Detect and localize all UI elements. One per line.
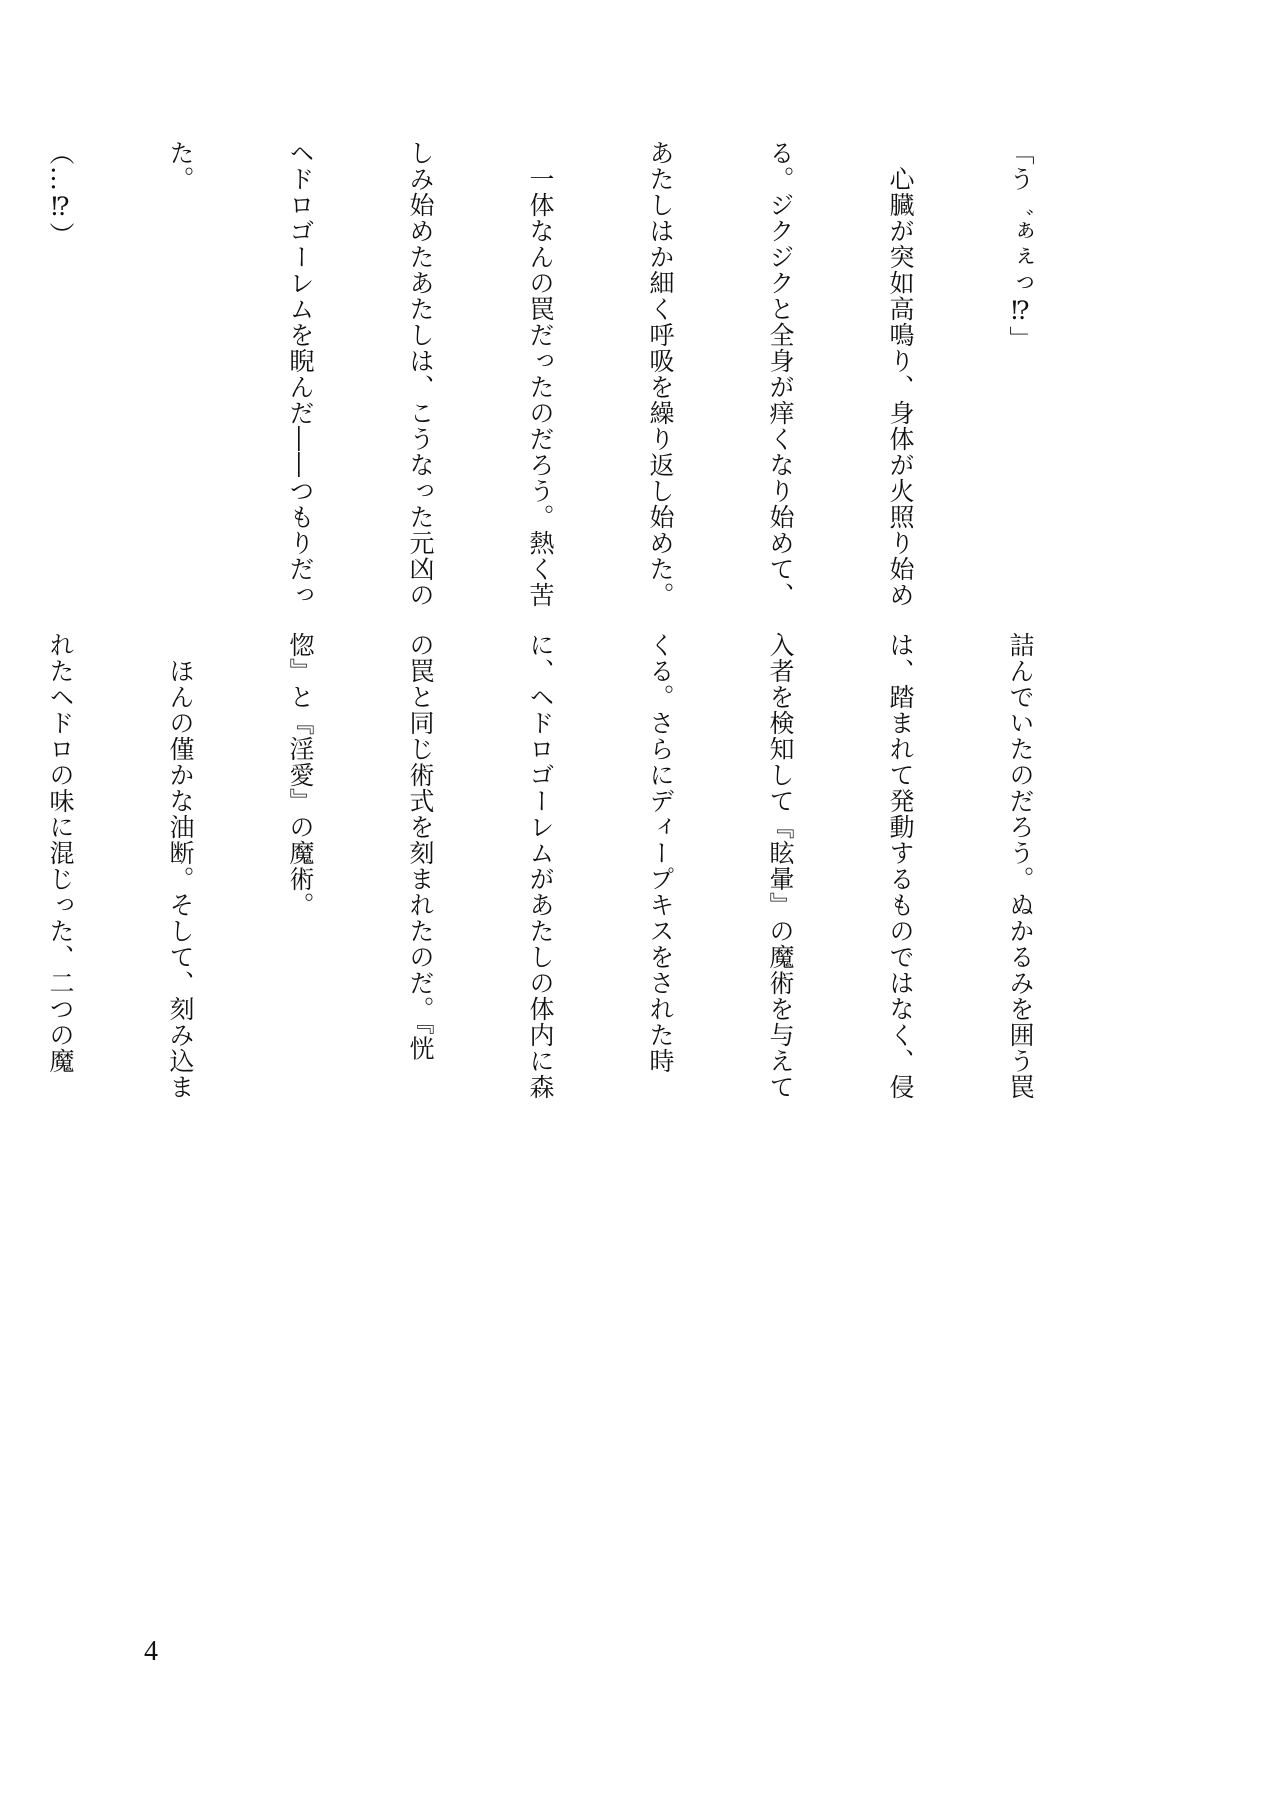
text-line: る。ジクジクと全身が痒くなり始めて、	[766, 140, 795, 608]
text-line: ほんの僅かな油断。そして、刻み込ま	[166, 632, 195, 1100]
text-line: 惚』と『淫愛』の魔術。	[286, 632, 315, 918]
page-number: 4	[144, 1636, 158, 1667]
text-line: しみ始めたあたしは、こうなった元凶の	[406, 140, 435, 608]
text-line: 「う゛ぁぇっ⁉」	[1006, 140, 1035, 352]
text-line: 一体なんの罠だったのだろう。熱く苦	[526, 140, 555, 608]
upper-text-block	[0, 140, 1120, 620]
text-line: （…⁉）	[46, 140, 75, 248]
text-line: 詰んでいたのだろう。ぬかるみを囲う罠	[1006, 632, 1035, 1100]
text-line: は、踏まれて発動するものではなく、侵	[886, 632, 915, 1100]
text-line: 心臓が突如高鳴り、身体が火照り始め	[886, 140, 915, 608]
text-line: あたしはか細く呼吸を繰り返し始めた。	[646, 140, 675, 608]
lower-text-block	[0, 632, 1120, 1132]
text-line: くる。さらにディープキスをされた時	[646, 632, 675, 1074]
text-line: に、ヘドロゴーレムがあたしの体内に森	[526, 632, 555, 1100]
text-line: た。	[166, 140, 195, 192]
text-line: れたヘドロの味に混じった、二つの魔	[46, 632, 75, 1074]
text-line: の罠と同じ術式を刻まれたのだ。『恍	[406, 632, 435, 1062]
text-line: 入者を検知して『眩暈』の魔術を与えて	[766, 632, 795, 1100]
text-line: ヘドロゴーレムを睨んだ――つもりだっ	[286, 140, 315, 608]
